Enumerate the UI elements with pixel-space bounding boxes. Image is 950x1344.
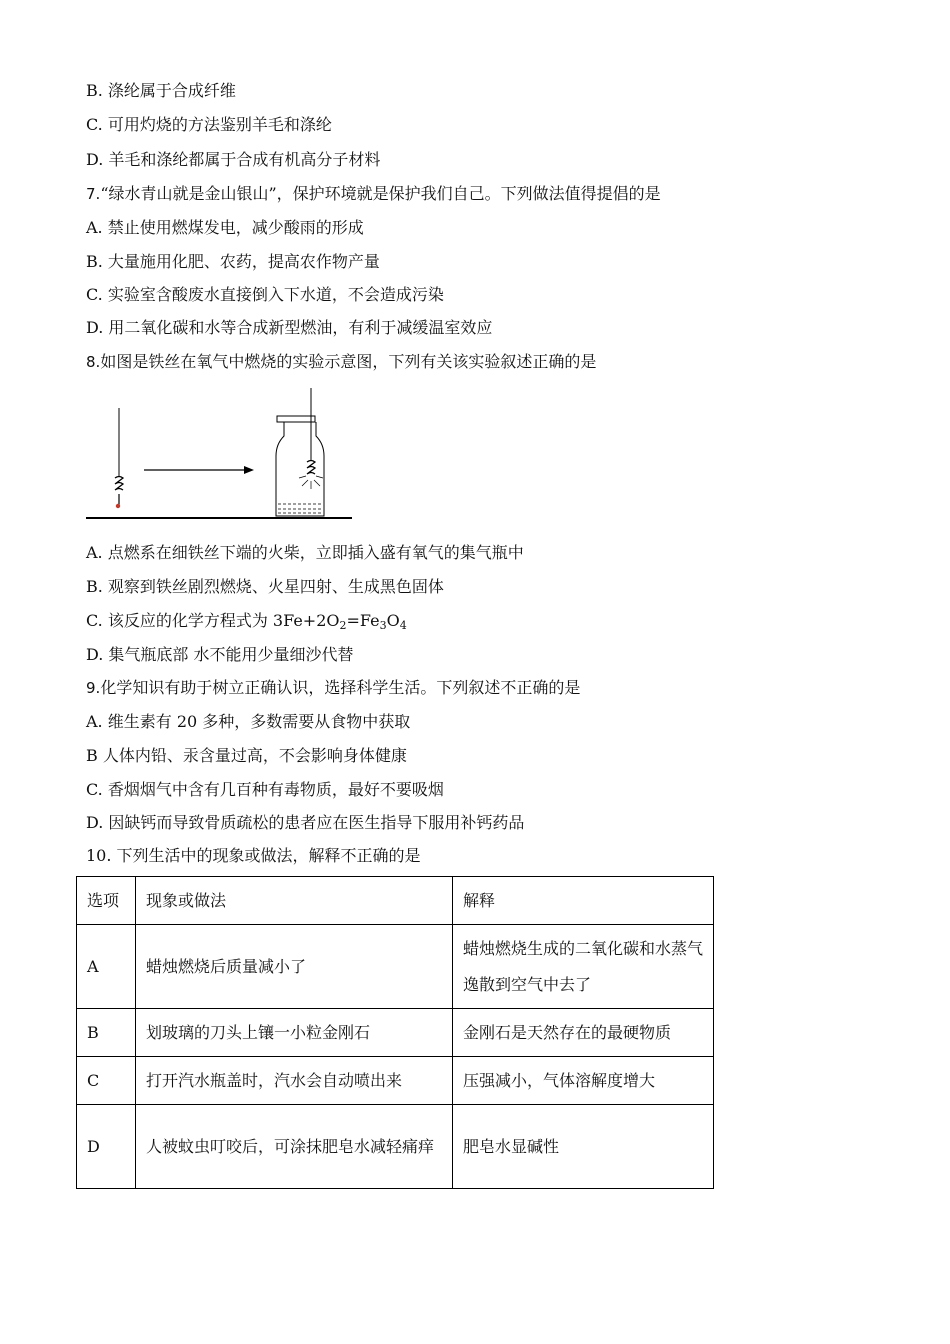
option-8b: B. 观察到铁丝剧烈燃烧、火星四射、生成黑色固体: [86, 577, 444, 596]
question-9-number: 9.: [86, 679, 101, 697]
question-7-text: “绿水青山就是金山银山”，保护环境就是保护我们自己。下列做法值得提倡的是: [100, 184, 661, 203]
option-6b: B. 涤纶属于合成纤维: [86, 81, 236, 100]
option-6d: D. 羊毛和涤纶都属于合成有机高分子材料: [86, 150, 381, 169]
row-phenomenon: 打开汽水瓶盖时，汽水会自动喷出来: [136, 1057, 453, 1105]
option-9b: B 人体内铅、汞含量过高，不会影响身体健康: [86, 746, 407, 765]
row-phenomenon: 人被蚊虫叮咬后，可涂抹肥皂水减轻痛痒: [136, 1105, 453, 1189]
row-explanation: 蜡烛燃烧生成的二氧化碳和水蒸气逸散到空气中去了: [453, 925, 714, 1009]
header-explanation: 解释: [453, 877, 714, 925]
wire-coil: [115, 477, 123, 491]
question-9-text: 化学知识有助于树立正确认识，选择科学生活。下列叙述不正确的是: [100, 678, 581, 697]
question-7-number: 7.: [86, 185, 101, 203]
option-7b: B. 大量施用化肥、农药，提高农作物产量: [86, 252, 380, 271]
option-6c: C. 可用灼烧的方法鉴别羊毛和涤纶: [86, 115, 332, 134]
option-8a: A. 点燃系在细铁丝下端的火柴，立即插入盛有氧气的集气瓶中: [86, 543, 524, 562]
row-option: A: [77, 925, 136, 1009]
header-phenomenon: 现象或做法: [136, 877, 453, 925]
option-9d: D. 因缺钙而导致骨质疏松的患者应在医生指导下服用补钙药品: [86, 813, 525, 832]
arrow-head: [244, 466, 254, 474]
option-8c: [86, 611, 407, 631]
table-row: [77, 925, 714, 1009]
table-row: [77, 1105, 714, 1189]
option-7c: C. 实验室含酸废水直接倒入下水道，不会造成污染: [86, 285, 444, 304]
explanation-table: [76, 876, 714, 1189]
sub-o2: 2: [339, 619, 347, 632]
option-9c: C. 香烟烟气中含有几百种有毒物质，最好不要吸烟: [86, 780, 444, 799]
burning-coil: [307, 461, 315, 475]
question-8-number: 8.: [86, 353, 101, 371]
sparks: [299, 476, 323, 489]
match-head: [116, 504, 120, 508]
equation-prefix: C. 该反应的化学方程式为 3Fe+2O: [86, 611, 340, 630]
question-7: [86, 184, 661, 204]
row-explanation: 金刚石是天然存在的最硬物质: [453, 1009, 714, 1057]
question-8: [86, 352, 596, 372]
option-7a: A. 禁止使用燃煤发电，减少酸雨的形成: [86, 218, 364, 237]
glass-plate: [277, 416, 315, 422]
sub-o4: 4: [399, 619, 407, 632]
row-option: C: [77, 1057, 136, 1105]
row-option: B: [77, 1009, 136, 1057]
question-10: 10. 下列生活中的现象或做法，解释不正确的是: [86, 846, 421, 865]
table-row: [77, 1009, 714, 1057]
sub-fe3: 3: [379, 619, 387, 632]
header-option: 选项: [77, 877, 136, 925]
row-phenomenon: 划玻璃的刀头上镶一小粒金刚石: [136, 1009, 453, 1057]
option-8d: D. 集气瓶底部 水不能用少量细沙代替: [86, 645, 354, 664]
question-9: [86, 678, 580, 698]
option-9a: A. 维生素有 20 多种，多数需要从食物中获取: [86, 712, 411, 731]
row-phenomenon: 蜡烛燃烧后质量减小了: [136, 925, 453, 1009]
row-explanation: 肥皂水显碱性: [453, 1105, 714, 1189]
water-layer: [278, 504, 322, 513]
equation-mid: =Fe: [346, 611, 380, 630]
table-row: [77, 1057, 714, 1105]
equation-mid2: O: [386, 611, 400, 630]
option-7d: D. 用二氧化碳和水等合成新型燃油，有利于减缓温室效应: [86, 318, 493, 337]
row-explanation: 压强减小，气体溶解度增大: [453, 1057, 714, 1105]
gas-collecting-bottle: [276, 422, 324, 516]
row-option: D: [77, 1105, 136, 1189]
iron-wire-combustion-diagram: [86, 388, 356, 523]
question-8-text: 如图是铁丝在氧气中燃烧的实验示意图，下列有关该实验叙述正确的是: [100, 352, 597, 371]
table-header-row: [77, 877, 714, 925]
